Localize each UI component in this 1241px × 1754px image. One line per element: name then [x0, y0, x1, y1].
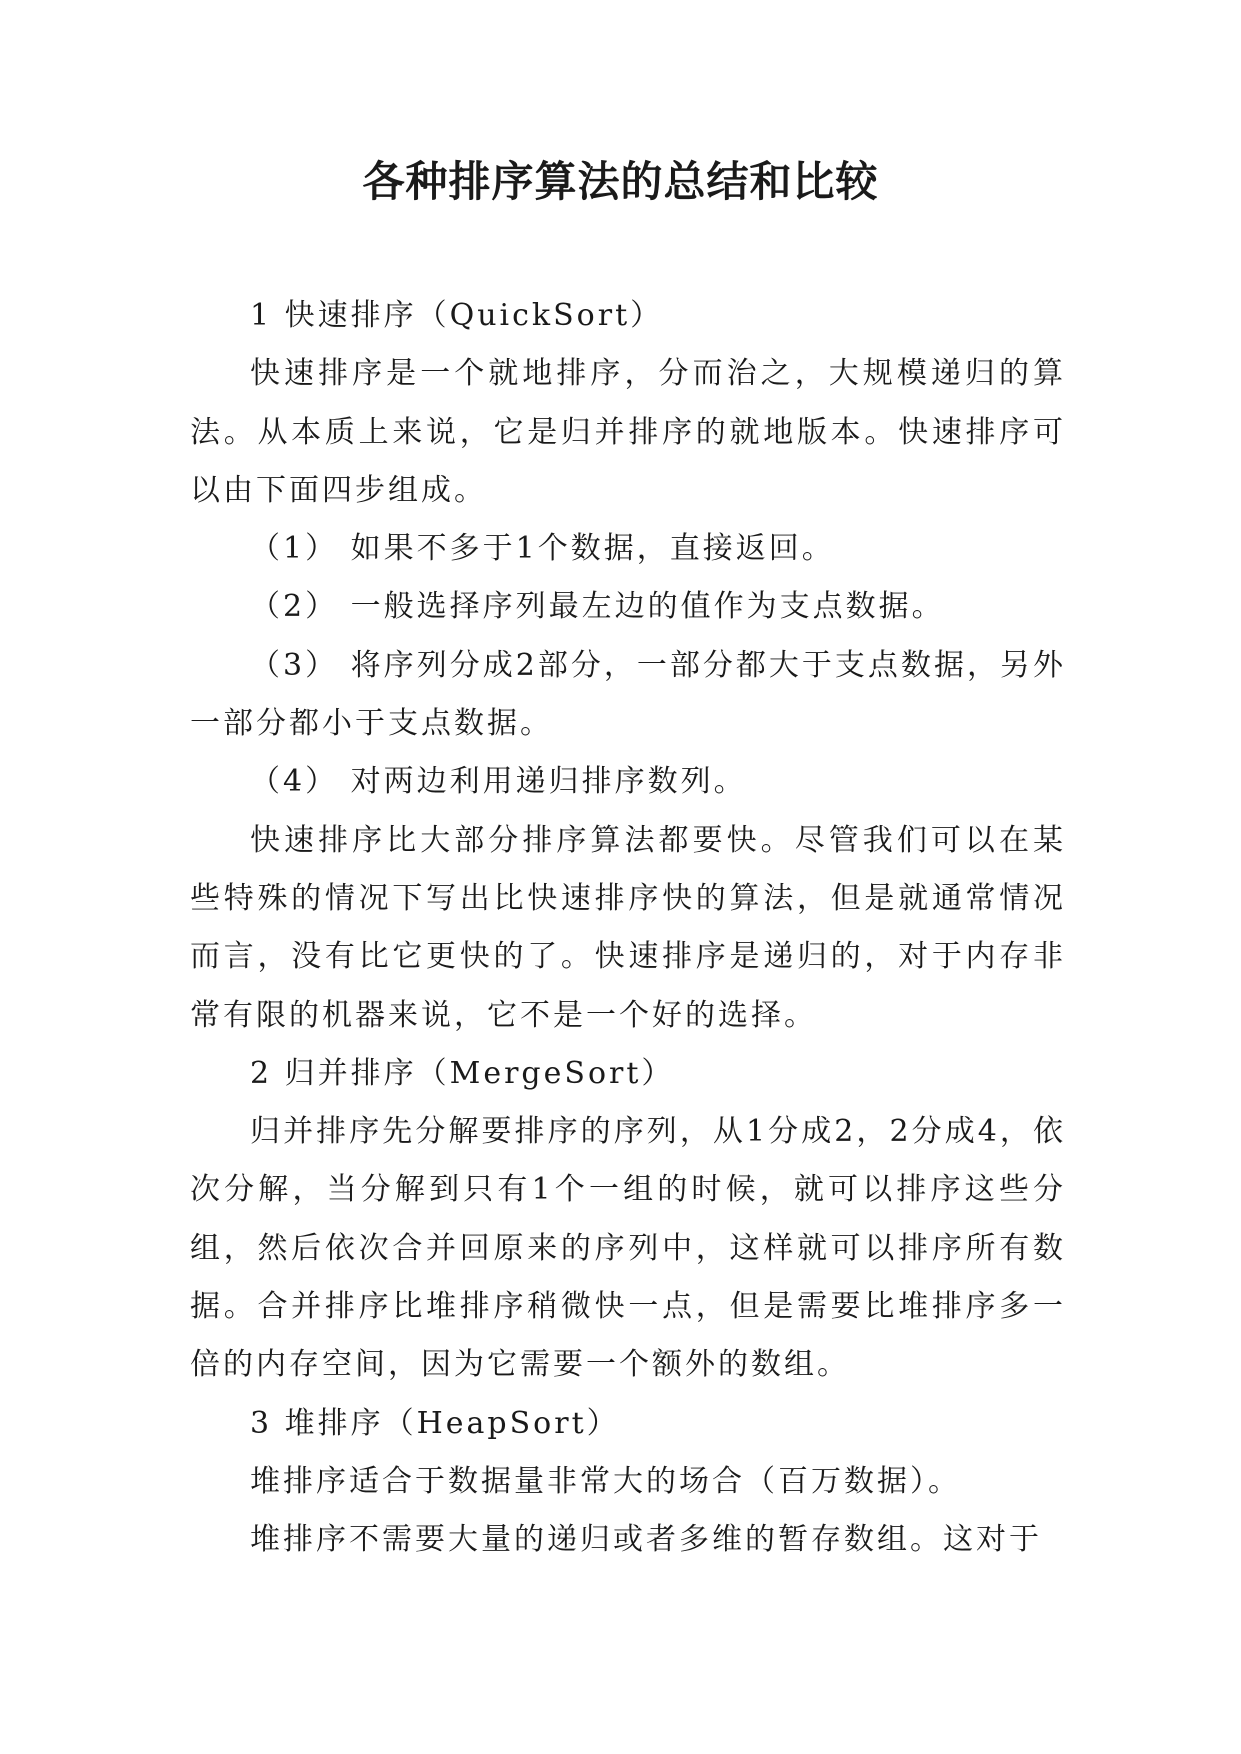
document-body [190, 287, 1066, 1570]
paragraph-heapsort-usage: 堆排序适合于数据量非常大的场合（百万数据）。 [250, 1463, 961, 1499]
paragraph-mergesort: 归并排序先分解要排序的序列，从1分成2，2分成4，依次分解，当分解到只有1个一组的时候，就可以排序这些分组，然后依次合并回原来的序列中，这样就可以排序所有数据。合并排序比堆排序稍微快一点，但是需要比堆排序多一倍的内存空间，因为它需要一个额外的数组。 [190, 1114, 1066, 1383]
section-heading-mergesort: 2 归并排序（MergeSort） [250, 1055, 675, 1091]
section-heading-heapsort: 3 堆排序（HeapSort） [250, 1405, 620, 1441]
list-item-step-2: （2） 一般选择序列最左边的值作为支点数据。 [250, 589, 945, 625]
section-heading-quicksort: 1 快速排序（QuickSort） [250, 298, 664, 333]
paragraph-heapsort-detail: 堆排序不需要大量的递归或者多维的暂存数组。这对于 [250, 1522, 1042, 1558]
paragraph-quicksort-intro: 快速排序是一个就地排序，分而治之，大规模递归的算法。从本质上来说，它是归并排序的就地版本。快速排序可以由下面四步组成。 [190, 356, 1066, 508]
list-item-step-3: （3） 将序列分成2部分，一部分都大于支点数据，另外一部分都小于支点数据。 [190, 647, 1066, 742]
list-item-step-4: （4） 对两边利用递归排序数列。 [250, 764, 747, 800]
paragraph-quicksort-summary: 快速排序比大部分排序算法都要快。尽管我们可以在某些特殊的情况下写出比快速排序快的算法，但是就通常情况而言，没有比它更快的了。快速排序是递归的，对于内存非常有限的机器来说，它不是一个好的选择。 [190, 822, 1066, 1033]
list-item-step-1: （1） 如果不多于1个数据，直接返回。 [250, 531, 835, 567]
document-title: 各种排序算法的总结和比较 [362, 157, 879, 206]
